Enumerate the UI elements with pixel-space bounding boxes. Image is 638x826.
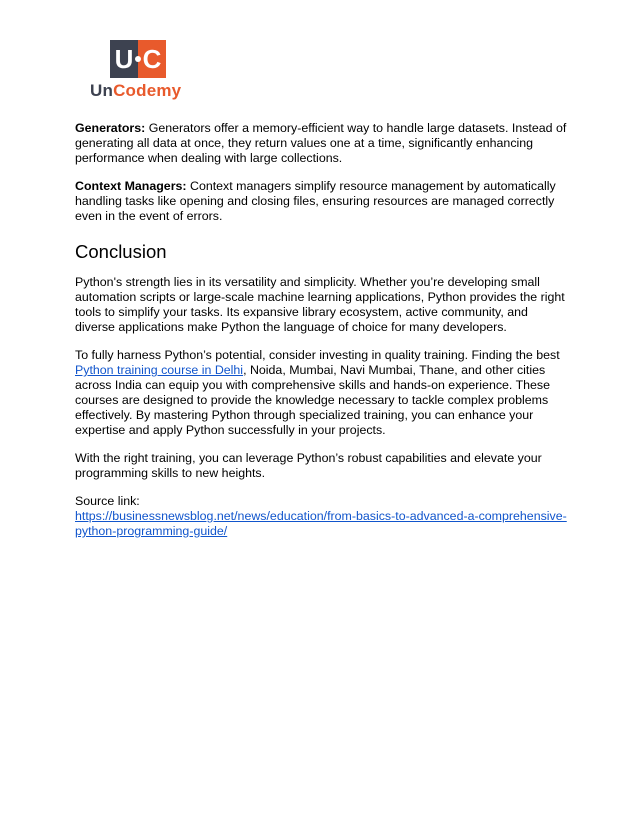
para2-text-before: To fully harness Python’s potential, consider investing in quality training. Finding the best bbox=[75, 348, 560, 362]
para2-text-after: , Noida, Mumbai, Navi Mumbai, Thane, and other cities across India can equip you with comprehensive skills and hands-on experience. These courses are designed to provide the knowledge necessary to tackle complex problems effectively. By mastering Python through specialized training, you can enhance your expertise and apply Python successfully in your projects. bbox=[75, 363, 551, 437]
logo-letter-u: U bbox=[110, 40, 138, 78]
context-managers-paragraph bbox=[75, 179, 567, 224]
logo-wordmark bbox=[90, 81, 181, 101]
generators-label: Generators: bbox=[75, 121, 146, 135]
logo-word-codemy: Codemy bbox=[113, 81, 182, 100]
conclusion-heading: Conclusion bbox=[75, 241, 167, 262]
context-managers-label: Context Managers: bbox=[75, 179, 187, 193]
logo-dot bbox=[135, 56, 141, 62]
logo-word-un: Un bbox=[90, 81, 114, 100]
source-paragraph bbox=[75, 494, 567, 539]
logo-letter-c: C bbox=[138, 40, 166, 78]
generators-paragraph bbox=[75, 121, 567, 166]
conclusion-paragraph-3: With the right training, you can leverage Python’s robust capabilities and elevate your programming skills to new heights. bbox=[75, 451, 542, 480]
logo-mark bbox=[110, 40, 166, 78]
source-label: Source link: bbox=[75, 494, 140, 508]
context-managers-text: Context managers simplify resource management by automatically handling tasks like opening and closing files, ensuring resources are managed correctly even in the event of errors. bbox=[75, 179, 556, 223]
python-training-link[interactable]: Python training course in Delhi bbox=[75, 363, 244, 377]
conclusion-paragraph-1: Python's strength lies in its versatility and simplicity. Whether you’re developing small automation scripts or large-scale machine learning applications, Python provides the right tools to simplify your tasks. Its expansive library ecosystem, active community, and diverse applications make Python the language of choice for many developers. bbox=[75, 275, 565, 334]
document-body bbox=[75, 121, 567, 552]
source-url-link[interactable]: https://businessnewsblog.net/news/education/from-basics-to-advanced-a-comprehensive-python-programming-guide/ bbox=[75, 509, 567, 538]
conclusion-paragraph-2 bbox=[75, 348, 567, 438]
generators-text: Generators offer a memory-efficient way to handle large datasets. Instead of generating all data at once, they return values one at a time, significantly enhancing performance when dealing with large collections. bbox=[75, 121, 567, 165]
uncodemy-logo[interactable] bbox=[90, 40, 190, 102]
